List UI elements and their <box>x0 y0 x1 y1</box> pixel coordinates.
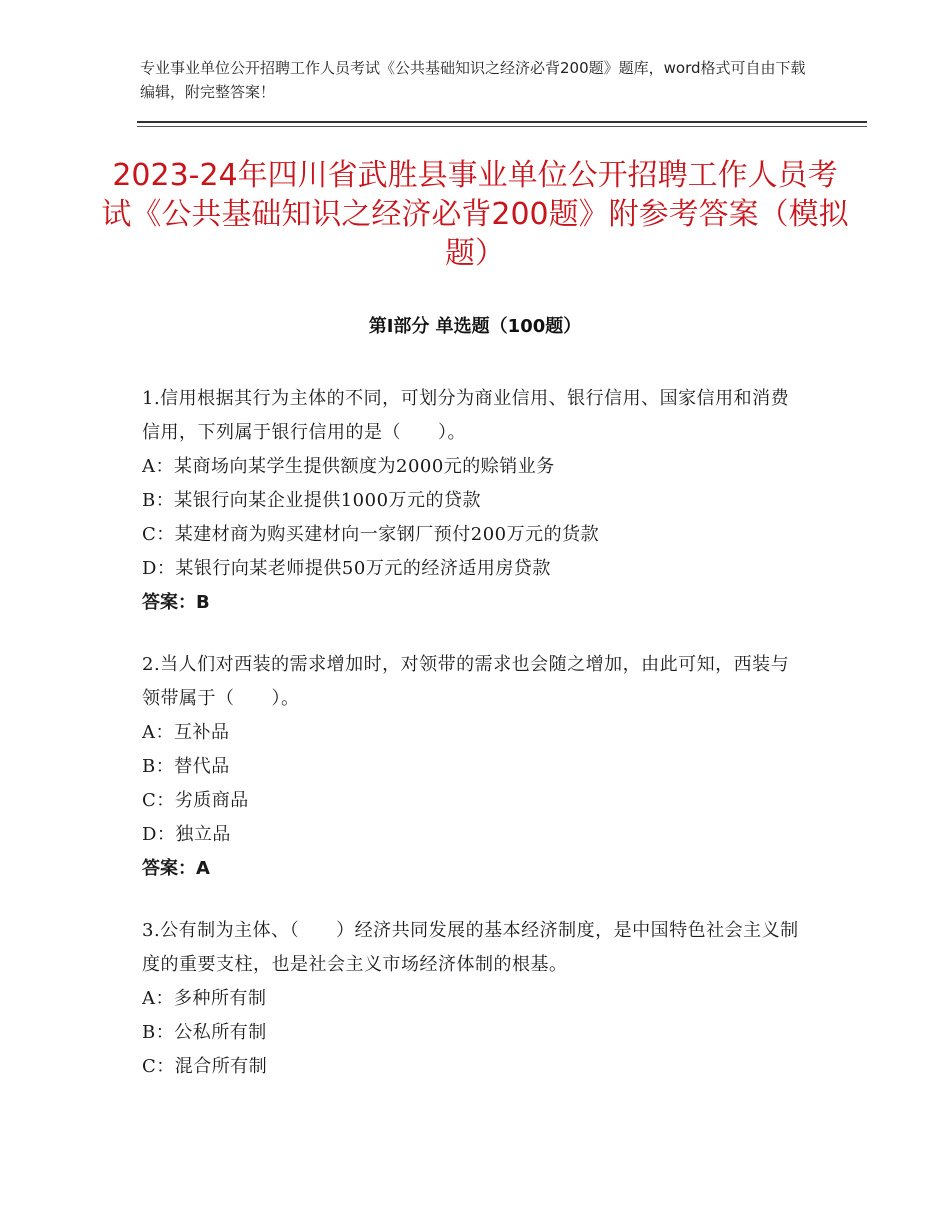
answer-line: 答案：B <box>142 592 210 613</box>
section-title: 第Ⅰ部分 单选题（100题） <box>368 316 582 337</box>
answer-line: 答案：A <box>142 858 210 879</box>
option-d: D：独立品 <box>142 824 231 845</box>
option-b: B：公私所有制 <box>142 1022 267 1043</box>
option-c: C：某建材商为购买建材向一家钢厂预付200万元的货款 <box>142 524 600 545</box>
option-a: A：互补品 <box>142 722 230 743</box>
header-rule-thick <box>137 121 867 123</box>
question-3 <box>142 914 802 1084</box>
option-b: B：某银行向某企业提供1000万元的贷款 <box>142 490 482 511</box>
question-2 <box>142 648 802 886</box>
question-stem: 3.公有制为主体、（ ）经济共同发展的基本经济制度，是中国特色社会主义制度的重要支柱，也是社会主义市场经济体制的根基。 <box>142 920 799 975</box>
header-note: 专业事业单位公开招聘工作人员考试《公共基础知识之经济必背200题》题库，word格式可自由下载编辑，附完整答案！ <box>140 59 806 101</box>
option-c: C：混合所有制 <box>142 1056 268 1077</box>
option-c: C：劣质商品 <box>142 790 249 811</box>
header-rule-thin <box>137 126 867 127</box>
document-title: 2023-24年四川省武胜县事业单位公开招聘工作人员考试《公共基础知识之经济必背200题》附参考答案（模拟题） <box>101 158 849 271</box>
option-a: A：某商场向某学生提供额度为2000元的赊销业务 <box>142 456 555 477</box>
question-list <box>142 382 802 1112</box>
option-d: D：某银行向某老师提供50万元的经济适用房贷款 <box>142 558 551 579</box>
question-1 <box>142 382 802 620</box>
option-b: B：替代品 <box>142 756 230 777</box>
question-stem: 1.信用根据其行为主体的不同，可划分为商业信用、银行信用、国家信用和消费信用，下列属于银行信用的是（ ）。 <box>142 388 790 443</box>
option-a: A：多种所有制 <box>142 988 267 1009</box>
question-stem: 2.当人们对西装的需求增加时，对领带的需求也会随之增加，由此可知，西装与领带属于（ ）。 <box>142 654 790 709</box>
